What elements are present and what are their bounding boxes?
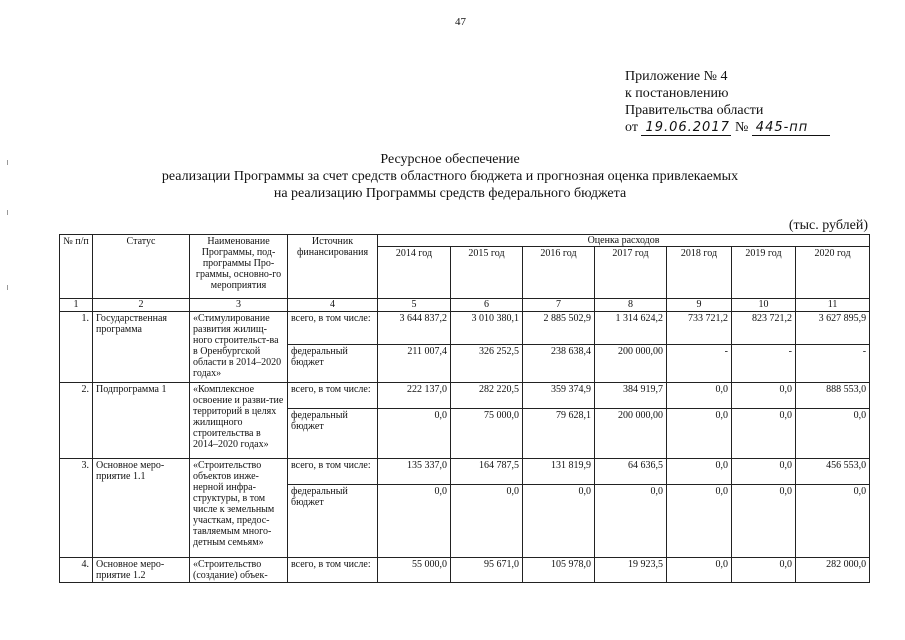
page-number: 47	[455, 16, 466, 28]
value-cell: 0,0	[667, 459, 732, 485]
source-cell: всего, в том числе:	[288, 312, 378, 345]
value-cell: 222 137,0	[378, 383, 451, 409]
program-name-cell: «Строительство объектов инже-нерной инфра-структуры, в том числе к земельным участкам, предос-тавляемым много-детным семьям»	[190, 459, 288, 558]
value-cell: 0,0	[732, 459, 796, 485]
appendix-line-1: Приложение № 4	[625, 69, 728, 84]
index-cell: 10	[732, 299, 796, 312]
index-cell: 9	[667, 299, 732, 312]
header-name: Наименование Программы, под-программы Про-граммы, основно-го мероприятия	[190, 235, 288, 299]
column-index-row	[60, 299, 870, 312]
value-cell: 211 007,4	[378, 345, 451, 383]
header-num: № п/п	[60, 235, 93, 299]
value-cell: -	[732, 345, 796, 383]
header-estimate: Оценка расходов	[378, 235, 870, 247]
source-cell: всего, в том числе:	[288, 558, 378, 583]
value-cell: 0,0	[732, 485, 796, 558]
value-cell: 1 314 624,2	[595, 312, 667, 345]
value-cell: 456 553,0	[796, 459, 870, 485]
program-name-cell: «Строительство (создание) объек-	[190, 558, 288, 583]
index-cell: 11	[796, 299, 870, 312]
margin-mark	[7, 160, 8, 165]
table-row	[60, 383, 870, 409]
status-cell: Основное меро-приятие 1.1	[93, 459, 190, 558]
number-prefix: №	[734, 120, 749, 135]
value-cell: 200 000,00	[595, 345, 667, 383]
status-cell: Основное меро-приятие 1.2	[93, 558, 190, 583]
value-cell: 0,0	[667, 558, 732, 583]
appendix-date-line	[625, 119, 830, 136]
header-year: 2018 год	[667, 247, 732, 299]
index-cell: 4	[288, 299, 378, 312]
header-row	[60, 235, 870, 247]
title-line-3: на реализацию Программы средств федерального бюджета	[273, 186, 627, 201]
value-cell: 135 337,0	[378, 459, 451, 485]
value-cell: -	[667, 345, 732, 383]
value-cell: 0,0	[523, 485, 595, 558]
header-year: 2020 год	[796, 247, 870, 299]
header-status: Статус	[93, 235, 190, 299]
table-row	[60, 459, 870, 485]
header-year: 2019 год	[732, 247, 796, 299]
index-cell: 2	[93, 299, 190, 312]
table-row	[60, 558, 870, 583]
row-number-cell: 4.	[60, 558, 93, 583]
header-year: 2014 год	[378, 247, 451, 299]
source-cell: всего, в том числе:	[288, 459, 378, 485]
value-cell: 823 721,2	[732, 312, 796, 345]
appendix-line-2: к постановлению	[625, 86, 729, 101]
index-cell: 5	[378, 299, 451, 312]
handwritten-date: 19.06.2017	[641, 121, 731, 136]
header-source: Источник финансирования	[288, 235, 378, 299]
index-cell: 6	[451, 299, 523, 312]
value-cell: 95 671,0	[451, 558, 523, 583]
value-cell: 3 644 837,2	[378, 312, 451, 345]
source-cell: федеральный бюджет	[288, 409, 378, 459]
value-cell: 0,0	[667, 383, 732, 409]
appendix-line-3: Правительства области	[625, 103, 764, 118]
resource-table	[59, 234, 870, 583]
source-cell: всего, в том числе:	[288, 383, 378, 409]
value-cell: -	[796, 345, 870, 383]
value-cell: 55 000,0	[378, 558, 451, 583]
row-number-cell: 1.	[60, 312, 93, 383]
value-cell: 282 220,5	[451, 383, 523, 409]
table-row	[60, 312, 870, 345]
header-year: 2015 год	[451, 247, 523, 299]
header-year: 2016 год	[523, 247, 595, 299]
value-cell: 200 000,00	[595, 409, 667, 459]
source-cell: федеральный бюджет	[288, 485, 378, 558]
value-cell: 0,0	[595, 485, 667, 558]
index-cell: 7	[523, 299, 595, 312]
value-cell: 0,0	[732, 409, 796, 459]
value-cell: 0,0	[796, 409, 870, 459]
value-cell: 0,0	[378, 485, 451, 558]
index-cell: 1	[60, 299, 93, 312]
value-cell: 131 819,9	[523, 459, 595, 485]
program-name-cell: «Стимулирование развития жилищ-ного строительст-ва в Оренбургской области в 2014–2020 годах»	[190, 312, 288, 383]
document-title	[140, 151, 760, 202]
value-cell: 0,0	[451, 485, 523, 558]
value-cell: 105 978,0	[523, 558, 595, 583]
value-cell: 19 923,5	[595, 558, 667, 583]
date-prefix: от	[625, 120, 638, 135]
value-cell: 75 000,0	[451, 409, 523, 459]
program-name-cell: «Комплексное освоение и разви-тие территорий в целях жилищного строительства в 2014–2020 годах»	[190, 383, 288, 459]
value-cell: 0,0	[732, 383, 796, 409]
header-year: 2017 год	[595, 247, 667, 299]
row-number-cell: 3.	[60, 459, 93, 558]
status-cell: Государственная программа	[93, 312, 190, 383]
value-cell: 0,0	[796, 485, 870, 558]
margin-mark	[7, 285, 8, 290]
title-line-1: Ресурсное обеспечение	[380, 152, 520, 167]
value-cell: 888 553,0	[796, 383, 870, 409]
index-cell: 3	[190, 299, 288, 312]
source-cell: федеральный бюджет	[288, 345, 378, 383]
value-cell: 3 010 380,1	[451, 312, 523, 345]
value-cell: 3 627 895,9	[796, 312, 870, 345]
value-cell: 0,0	[667, 485, 732, 558]
value-cell: 359 374,9	[523, 383, 595, 409]
value-cell: 79 628,1	[523, 409, 595, 459]
appendix-block	[625, 68, 830, 136]
value-cell: 0,0	[667, 409, 732, 459]
status-cell: Подпрограмма 1	[93, 383, 190, 459]
value-cell: 0,0	[732, 558, 796, 583]
units-label: (тыс. рублей)	[788, 218, 868, 233]
value-cell: 282 000,0	[796, 558, 870, 583]
value-cell: 2 885 502,9	[523, 312, 595, 345]
value-cell: 733 721,2	[667, 312, 732, 345]
margin-mark	[7, 210, 8, 215]
index-cell: 8	[595, 299, 667, 312]
handwritten-number: 445-пп	[752, 121, 830, 136]
value-cell: 326 252,5	[451, 345, 523, 383]
row-number-cell: 2.	[60, 383, 93, 459]
value-cell: 164 787,5	[451, 459, 523, 485]
value-cell: 0,0	[378, 409, 451, 459]
title-line-2: реализации Программы за счет средств областного бюджета и прогнозная оценка привлекаемых	[161, 169, 739, 184]
value-cell: 238 638,4	[523, 345, 595, 383]
value-cell: 384 919,7	[595, 383, 667, 409]
value-cell: 64 636,5	[595, 459, 667, 485]
